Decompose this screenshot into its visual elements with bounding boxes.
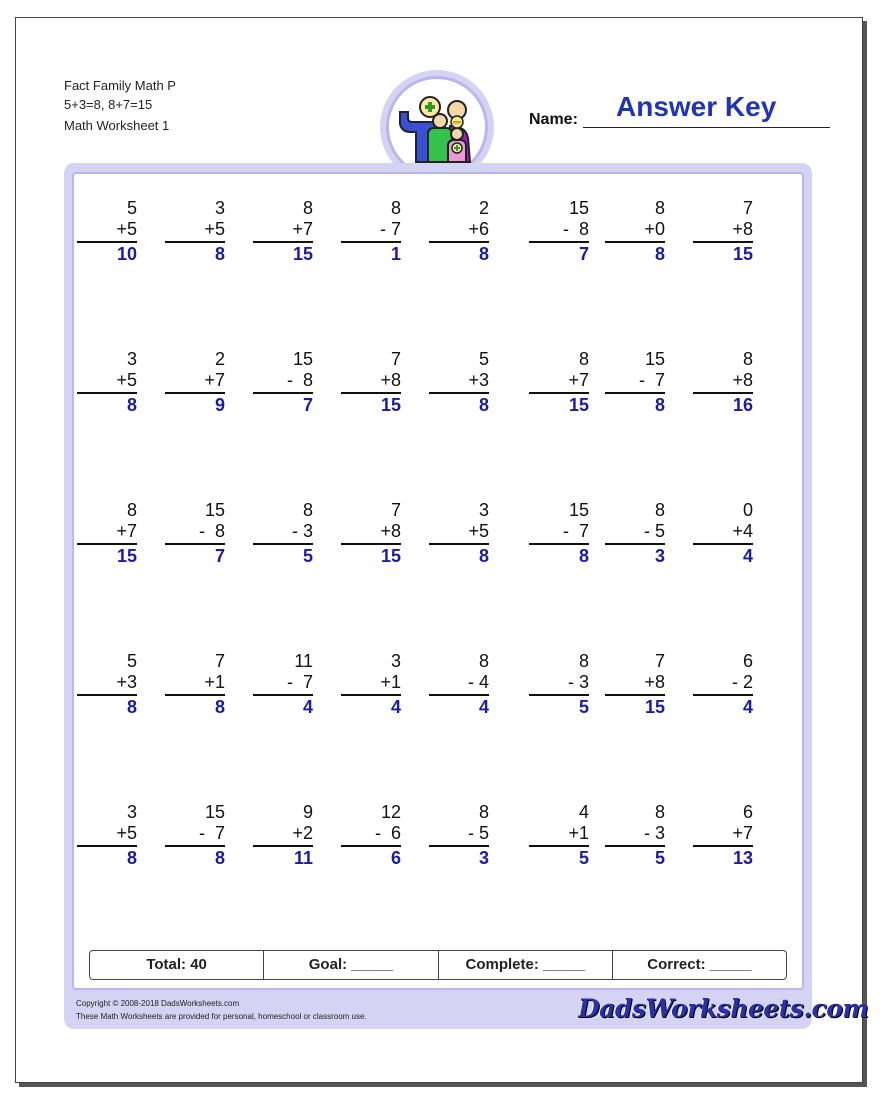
problem-top-number: 8: [578, 349, 589, 369]
problem-operand: +1: [380, 672, 401, 692]
problem-operand: - 5: [643, 521, 665, 541]
problem-operand: - 2: [731, 672, 753, 692]
problem-answer: 15: [292, 244, 313, 264]
problem: [77, 349, 137, 417]
problem-answer: 10: [116, 244, 137, 264]
problem-answer: 15: [568, 395, 589, 415]
problem-top-number: 8: [478, 651, 489, 671]
problem-top-number: 15: [204, 500, 225, 520]
problem-operand: - 7: [638, 370, 665, 390]
problem-operand: - 7: [198, 823, 225, 843]
problem-top-number: 8: [302, 500, 313, 520]
problem-operand: - 7: [379, 219, 401, 239]
problem-operand: +8: [380, 521, 401, 541]
problem: [165, 198, 225, 266]
problem: [693, 198, 753, 266]
problem-answer: 9: [214, 395, 225, 415]
problem: [429, 500, 489, 568]
problem-operand: - 8: [562, 219, 589, 239]
problem-top-number: 9: [302, 802, 313, 822]
problem: [77, 198, 137, 266]
problem-top-number: 12: [380, 802, 401, 822]
problem: [253, 349, 313, 417]
problem-operand: +1: [204, 672, 225, 692]
problem-answer: 5: [578, 848, 589, 868]
problem-top-number: 3: [126, 802, 137, 822]
problem-operand: +7: [568, 370, 589, 390]
problem: [165, 651, 225, 719]
problem-answer: 4: [390, 697, 401, 717]
problem: [605, 500, 665, 568]
problem-top-number: 8: [478, 802, 489, 822]
problem: [77, 802, 137, 870]
problem: [605, 802, 665, 870]
problem-top-number: 5: [478, 349, 489, 369]
problem-answer: 4: [742, 697, 753, 717]
problem: [529, 651, 589, 719]
problem: [165, 802, 225, 870]
worksheet-number: Math Worksheet 1: [64, 118, 170, 133]
name-label: Name:: [529, 111, 578, 128]
score-complete: Complete: _____: [439, 951, 613, 979]
problem-operand: +2: [292, 823, 313, 843]
problem-top-number: 8: [742, 349, 753, 369]
problem: [429, 349, 489, 417]
problem-top-number: 7: [742, 198, 753, 218]
problem-top-number: 6: [742, 802, 753, 822]
problem-operand: +0: [644, 219, 665, 239]
problem-top-number: 3: [478, 500, 489, 520]
problem: [529, 198, 589, 266]
problem-operand: +7: [116, 521, 137, 541]
problem-operand: - 7: [286, 672, 313, 692]
problem-operand: +1: [568, 823, 589, 843]
problem: [693, 802, 753, 870]
problem: [253, 802, 313, 870]
problem: [165, 500, 225, 568]
problem-operand: +5: [116, 823, 137, 843]
problem-top-number: 7: [654, 651, 665, 671]
problem-top-number: 8: [578, 651, 589, 671]
problem-top-number: 8: [654, 802, 665, 822]
problem-top-number: 11: [294, 651, 313, 671]
score-bar: [89, 950, 787, 980]
problem-operand: +4: [732, 521, 753, 541]
problem-top-number: 7: [390, 349, 401, 369]
problem-operand: - 8: [198, 521, 225, 541]
problem-answer: 16: [732, 395, 753, 415]
problem-top-number: 3: [214, 198, 225, 218]
problem-answer: 8: [126, 848, 137, 868]
problem-operand: +3: [116, 672, 137, 692]
score-total: Total: 40: [90, 951, 264, 979]
problem-answer: 13: [732, 848, 753, 868]
problem-operand: +5: [468, 521, 489, 541]
problem-answer: 8: [126, 395, 137, 415]
problem: [341, 198, 401, 266]
worksheet-title: Fact Family Math P: [64, 78, 176, 93]
problem-answer: 1: [390, 244, 401, 264]
name-field-line[interactable]: [583, 127, 830, 128]
problem: [341, 349, 401, 417]
problem-top-number: 6: [742, 651, 753, 671]
problem: [693, 349, 753, 417]
problem-top-number: 5: [126, 198, 137, 218]
problem-operand: - 3: [643, 823, 665, 843]
problem-operand: +7: [732, 823, 753, 843]
problem-operand: +8: [644, 672, 665, 692]
problem: [529, 349, 589, 417]
problem-top-number: 15: [204, 802, 225, 822]
problem-answer: 8: [214, 244, 225, 264]
problem-top-number: 5: [126, 651, 137, 671]
problem-top-number: 15: [644, 349, 665, 369]
problem-answer: 6: [390, 848, 401, 868]
problem-answer: 8: [126, 697, 137, 717]
problem-answer: 8: [578, 546, 589, 566]
problem-top-number: 0: [742, 500, 753, 520]
problem-answer: 15: [380, 395, 401, 415]
problem-answer: 15: [732, 244, 753, 264]
problem-operand: - 4: [467, 672, 489, 692]
worksheet-subtitle: 5+3=8, 8+7=15: [64, 97, 153, 112]
problem-operand: +8: [380, 370, 401, 390]
problem-answer: 8: [214, 848, 225, 868]
problem-top-number: 3: [126, 349, 137, 369]
problem-answer: 8: [478, 244, 489, 264]
problem-answer: 8: [214, 697, 225, 717]
problem-answer: 8: [654, 395, 665, 415]
problem: [429, 651, 489, 719]
problem-answer: 15: [116, 546, 137, 566]
problem: [605, 198, 665, 266]
problem-operand: - 5: [467, 823, 489, 843]
problem-answer: 8: [478, 395, 489, 415]
problem-operand: - 8: [286, 370, 313, 390]
problem: [341, 651, 401, 719]
problem: [253, 198, 313, 266]
problem-top-number: 2: [214, 349, 225, 369]
usage-notice: These Math Worksheets are provided for personal, homeschool or classroom use.: [76, 1012, 367, 1021]
problem-top-number: 7: [390, 500, 401, 520]
problem: [253, 651, 313, 719]
problem-top-number: 15: [568, 198, 589, 218]
problem: [165, 349, 225, 417]
problem-answer: 3: [654, 546, 665, 566]
problem-answer: 5: [302, 546, 313, 566]
problem-operand: - 3: [567, 672, 589, 692]
problem-operand: - 3: [291, 521, 313, 541]
problem-answer: 7: [578, 244, 589, 264]
problem: [77, 500, 137, 568]
problem-top-number: 7: [214, 651, 225, 671]
problem: [341, 802, 401, 870]
score-goal: Goal: _____: [264, 951, 438, 979]
problem-operand: +6: [468, 219, 489, 239]
problem-answer: 8: [478, 546, 489, 566]
problem-top-number: 8: [126, 500, 137, 520]
problem-top-number: 15: [292, 349, 313, 369]
problem-operand: +5: [116, 219, 137, 239]
problem-answer: 11: [293, 848, 313, 868]
problem-top-number: 8: [654, 500, 665, 520]
problem-answer: 7: [214, 546, 225, 566]
problem: [429, 198, 489, 266]
answer-key-title: Answer Key: [616, 91, 777, 122]
problem-answer: 4: [742, 546, 753, 566]
problem: [605, 349, 665, 417]
problem-operand: - 7: [562, 521, 589, 541]
problem: [253, 500, 313, 568]
problem-answer: 8: [654, 244, 665, 264]
problem-operand: +5: [116, 370, 137, 390]
problem-operand: - 6: [374, 823, 401, 843]
problem: [693, 651, 753, 719]
problem-top-number: 15: [568, 500, 589, 520]
problem: [693, 500, 753, 568]
problem-top-number: 3: [390, 651, 401, 671]
problem-operand: +5: [204, 219, 225, 239]
problem-answer: 5: [578, 697, 589, 717]
problem-top-number: 8: [390, 198, 401, 218]
problem: [605, 651, 665, 719]
problem: [77, 651, 137, 719]
problem: [341, 500, 401, 568]
score-correct: Correct: _____: [647, 956, 752, 973]
problem-answer: 3: [478, 848, 489, 868]
brand-logo: DadsWorksheets.com: [578, 994, 869, 1023]
problem-operand: +8: [732, 370, 753, 390]
problem: [529, 802, 589, 870]
problem-answer: 4: [302, 697, 313, 717]
problem-answer: 15: [380, 546, 401, 566]
fact-family-logo-icon: [394, 88, 480, 168]
problem-operand: +3: [468, 370, 489, 390]
problem-top-number: 2: [478, 198, 489, 218]
problem: [429, 802, 489, 870]
problem-answer: 15: [644, 697, 665, 717]
problem-answer: 7: [302, 395, 313, 415]
problem-top-number: 8: [302, 198, 313, 218]
problem-answer: 5: [654, 848, 665, 868]
copyright-text: Copyright © 2008-2018 DadsWorksheets.com: [76, 999, 240, 1008]
problem-operand: +7: [204, 370, 225, 390]
problem-top-number: 8: [654, 198, 665, 218]
problem-operand: +7: [292, 219, 313, 239]
problem-operand: +8: [732, 219, 753, 239]
problem: [529, 500, 589, 568]
problem-answer: 4: [478, 697, 489, 717]
problem-top-number: 4: [578, 802, 589, 822]
